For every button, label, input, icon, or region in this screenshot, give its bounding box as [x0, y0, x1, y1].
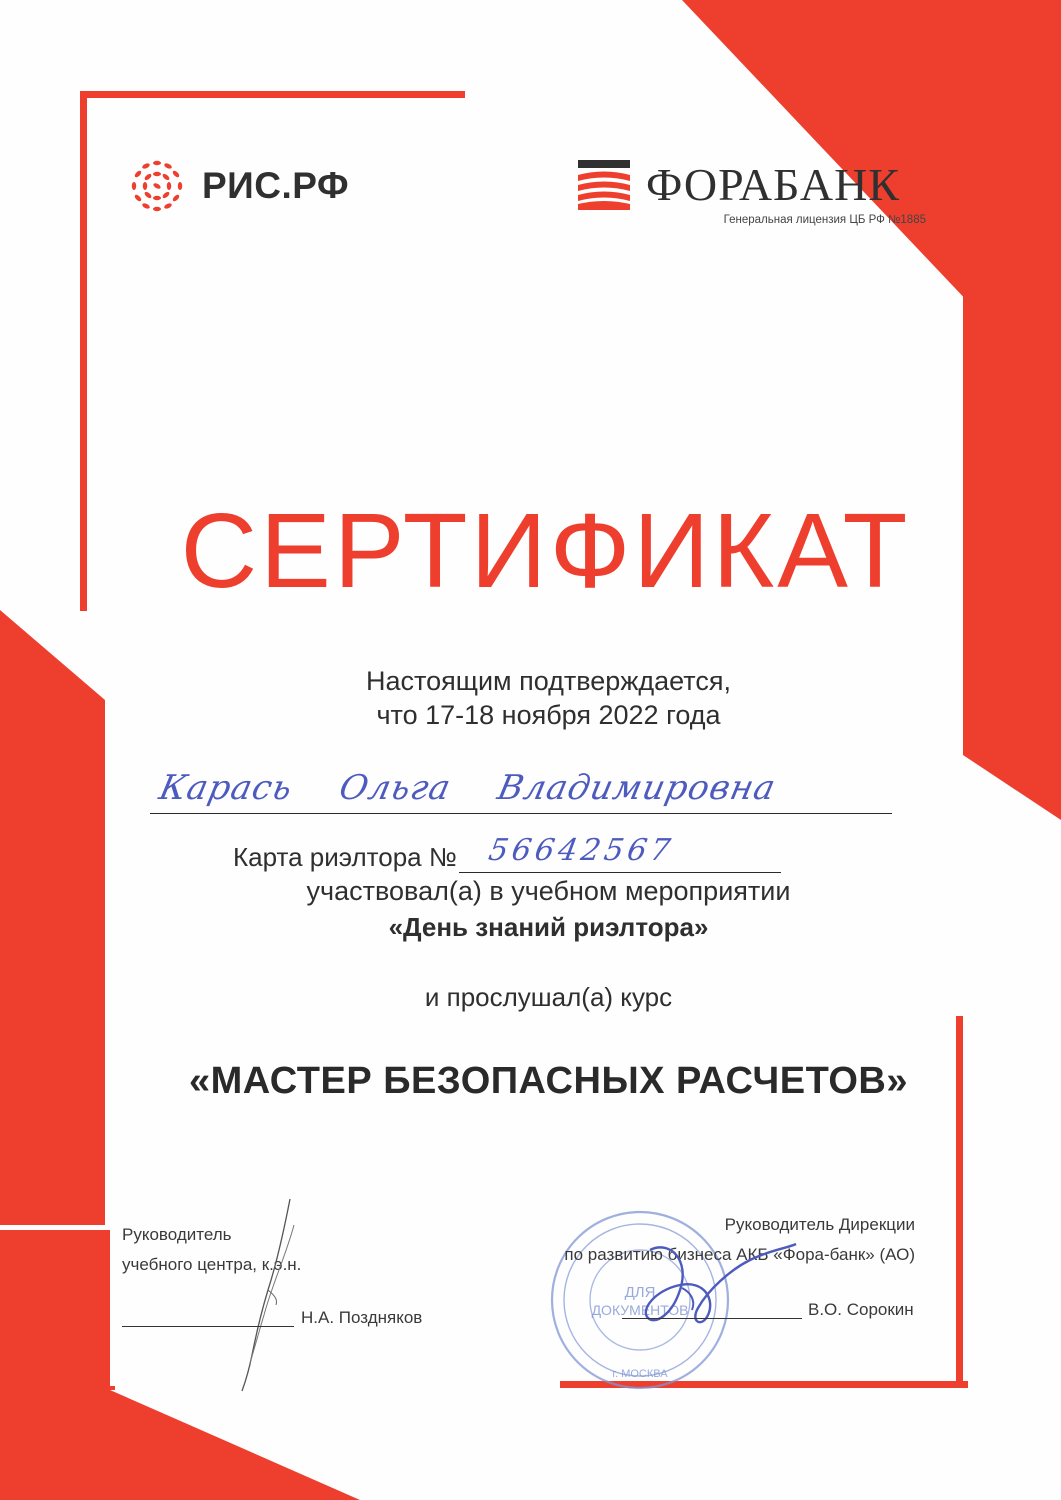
- participated-text: участвовал(а) в учебном мероприятии: [306, 876, 791, 906]
- card-number-blank: [459, 833, 781, 873]
- listened-text: и прослушал(а) курс: [424, 982, 673, 1012]
- forabank-logo-text: ФОРАБАНК: [646, 159, 900, 210]
- right-signature-line: [622, 1318, 802, 1319]
- left-title-line-1: Руководитель: [122, 1225, 232, 1244]
- forabank-license: Генеральная лицензия ЦБ РФ №1885: [723, 214, 926, 226]
- ris-logo: [126, 155, 349, 217]
- left-title-line-2: учебного центра, к.э.н.: [122, 1255, 302, 1274]
- card-number-row: [233, 833, 781, 873]
- card-label: Карта риэлтора №: [233, 842, 457, 872]
- course-name: «МАСТЕР БЕЗОПАСНЫХ РАСЧЕТОВ»: [188, 1060, 908, 1102]
- left-signature-line: [122, 1326, 294, 1327]
- frame-bottom-left-h: [105, 1386, 115, 1390]
- right-signature-mark: [620, 1230, 800, 1340]
- name-underline: [150, 812, 892, 814]
- frame-top-left-h: [80, 91, 465, 98]
- forabank-logo: [578, 160, 938, 226]
- ris-logo-text: РИС.РФ: [202, 165, 350, 206]
- fora-arches-icon: [578, 160, 630, 210]
- right-title-line-1: Руководитель Дирекции: [724, 1215, 915, 1234]
- certificate-title: СЕРТИФИКАТ: [180, 492, 911, 610]
- intro-text: [0, 664, 1061, 732]
- rice-grains-circle-icon: [126, 155, 188, 217]
- intro-line-1: Настоящим подтверждается,: [366, 666, 731, 696]
- stamp-center-text-2: ДОКУМЕНТОВ: [591, 1302, 689, 1318]
- left-signatory-name: Н.А. Поздняков: [301, 1308, 423, 1327]
- card-number-handwritten: 56642567: [485, 833, 677, 868]
- event-name: «День знаний риэлтора»: [388, 912, 709, 942]
- right-title-line-2: по развитию бизнеса АКБ «Фора-банк» (АО): [564, 1245, 915, 1264]
- stamp-bottom-text: г. МОСКВА: [612, 1368, 668, 1380]
- intro-line-2: что 17-18 ноября 2022 года: [376, 700, 721, 730]
- stamp-center-text-1: ДЛЯ: [624, 1284, 656, 1301]
- left-signature-mark: [228, 1195, 308, 1395]
- right-signatory-name: В.О. Сорокин: [808, 1300, 914, 1319]
- participant-name-handwritten: Карась Ольга Владимировна: [155, 768, 780, 808]
